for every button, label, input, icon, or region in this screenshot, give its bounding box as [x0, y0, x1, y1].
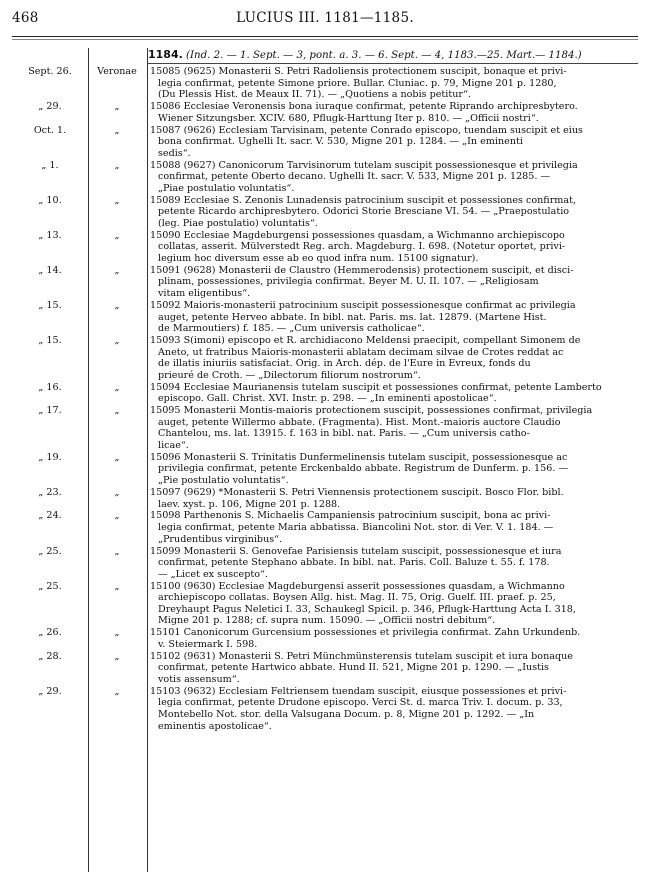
regest-entry: [12, 546, 638, 581]
entry-line: 15095 Monasterii Montis-maioris protectionem suscipit, possessiones confirmat, privilegia: [150, 405, 593, 417]
entry-place: „: [114, 264, 120, 276]
entry-line: 15102 (9631) Monasterii S. Petri Münchmünsterensis tutelam suscipit et iura bonaque: [150, 650, 573, 662]
entry-line: 15101 Canonicorum Gurcensium possessiones et privilegia confirmat. Zahn Urkundenb.: [150, 627, 581, 639]
year-rule: [148, 63, 638, 64]
header-rule-thin: [12, 39, 638, 40]
regest-entry: [12, 510, 638, 545]
entry-text: [146, 487, 638, 510]
entry-line: plinam, possessiones, privilegia confirmat. Beyer M. U. II. 107. — „Religiosam: [158, 276, 539, 288]
regest-entry: [12, 382, 638, 405]
entry-date: „ 17.: [38, 405, 62, 417]
entry-date: „ 13.: [38, 229, 62, 241]
entry-line: confirmat, petente Stephano abbate. In bibl. nat. Paris. Coll. Baluze t. 55. f. 178.: [158, 557, 550, 569]
entry-place: „: [114, 405, 120, 417]
entry-date: „ 25.: [38, 545, 62, 557]
entry-line: petente Ricardo archipresbytero. Odorici Storie Bresciane VI. 54. — „Praepostulatio: [158, 206, 570, 218]
entry-line: legia confirmat, petente Simone priore. Bullar. Cluniac. p. 79, Migne 201 p. 1280,: [158, 77, 557, 89]
regest-entry: [12, 265, 638, 300]
entry-text: [146, 230, 638, 265]
entry-place: „: [114, 124, 120, 136]
entry-line: collatas, asserit. Mülverstedt Reg. arch. Magdeburg. I. 698. (Notetur oportet, privi-: [158, 241, 566, 253]
entry-text: [146, 546, 638, 581]
entry-line: vitam eligentibus“.: [158, 288, 251, 300]
entry-place: „: [114, 299, 120, 311]
regest-entry: [12, 686, 638, 732]
entry-text: [146, 101, 638, 124]
entry-line: Dreyhaupt Pagus Neletici I. 33, Schaukegl Spicil. p. 346, Pflugk-Harttung Acta I. 318,: [158, 603, 576, 615]
entry-place: „: [114, 685, 120, 697]
entry-line: 15103 (9632) Ecclesiam Feltriensem tuendam suscipit, eiusque possessiones et privi-: [150, 685, 567, 697]
entry-line: 15086 Ecclesiae Veronensis bona iuraque confirmat, petente Riprando archipresbytero.: [150, 101, 578, 113]
entry-date: „ 28.: [38, 650, 62, 662]
entry-line: legia confirmat, petente Maria abbatissa. Biancolini Not. stor. di Ver. V. 1. 184. —: [158, 522, 554, 534]
entry-line: „Pie postulatio voluntatis“.: [158, 475, 289, 487]
entry-date: „ 24.: [38, 510, 62, 522]
entry-line: 15100 (9630) Ecclesiae Magdeburgensi asserit possessiones quasdam, a Wichmanno: [150, 580, 565, 592]
header-rule: [12, 36, 638, 37]
entry-line: votis assensum“.: [158, 673, 240, 685]
regest-entry: [12, 230, 638, 265]
entry-text: [146, 125, 638, 160]
entry-place: Veronae: [97, 66, 137, 77]
entry-place: „: [114, 650, 120, 662]
regest-entry: [12, 300, 638, 335]
entry-line: sedis“.: [158, 147, 191, 159]
entry-place: „: [114, 627, 120, 639]
regest-entry: [12, 101, 638, 124]
entry-line: 15098 Parthenonis S. Michaelis Campaniensis patrocinium suscipit, bona ac privi-: [150, 510, 551, 522]
entry-line: prieuré de Croth. — „Dilectorum filiorum nostrorum“.: [158, 369, 421, 381]
entry-place: „: [114, 159, 120, 171]
entry-line: 15085 (9625) Monasterii S. Petri Radoliensis protectionem suscipit, bonaque et privi-: [150, 66, 567, 77]
entry-text: [146, 452, 638, 487]
entry-text: [146, 335, 638, 381]
entry-line: auget, petente Herveo abbate. In bibl. nat. Paris. ms. lat. 12879. (Martene Hist.: [158, 311, 547, 323]
entry-date: „ 15.: [38, 335, 62, 347]
entry-text: [146, 651, 638, 686]
entry-line: 15092 Maioris-monasterii patrocinium suscipit possessionesque confirmat ac privilegia: [150, 299, 576, 311]
entry-text: [146, 510, 638, 545]
entry-line: laev. xyst. p. 106, Migne 201 p. 1288.: [158, 498, 341, 510]
entry-line: Migne 201 p. 1288; cf. supra num. 15090. — „Officii nostri debitum“.: [158, 615, 496, 627]
regest-entry: [12, 452, 638, 487]
entry-line: legia confirmat, petente Drudone episcopo. Verci St. d. marca Triv. I. docum. p. 33,: [158, 697, 563, 709]
entry-line: 15091 (9628) Monasterii de Claustro (Hemmerodensis) protectionem suscipit, et disci-: [150, 264, 574, 276]
entry-line: 15088 (9627) Canonicorum Tarvisinorum tutelam suscipit possessionesque et privilegia: [150, 159, 578, 171]
regesta-list: [12, 66, 638, 732]
entry-date: „ 10.: [38, 194, 62, 206]
entry-line: licae“.: [158, 439, 189, 451]
entry-place: „: [114, 381, 120, 393]
regest-entry: [12, 160, 638, 195]
entry-line: 15089 Ecclesiae S. Zenonis Lunadensis patrocinium suscipit et possessiones confirmat,: [150, 194, 577, 206]
entry-line: privilegia confirmat, petente Erckenbaldo abbate. Registrum de Dunferm. p. 156. —: [158, 463, 569, 475]
running-title: LUCIUS III. 1181—1185.: [236, 10, 414, 26]
entry-place: „: [114, 510, 120, 522]
entry-line: 15087 (9626) Ecclesiam Tarvisinam, petente Conrado episcopo, tuendam suscipit et eius: [150, 124, 583, 136]
entry-line: „Prudentibus virginibus“.: [158, 533, 283, 545]
entry-text: [146, 300, 638, 335]
running-header: [12, 10, 638, 28]
entry-date: „ 19.: [38, 451, 62, 463]
entry-text: [146, 265, 638, 300]
entry-text: [146, 627, 638, 650]
entry-text: [146, 581, 638, 627]
entry-line: de Marmoutiers) f. 185. — „Cum universis catholicae“.: [158, 323, 425, 335]
entry-line: 15096 Monasterii S. Trinitatis Dunfermelinensis tutelam suscipit, possessionesque ac: [150, 451, 568, 463]
entry-date: „ 14.: [38, 264, 62, 276]
entry-date: „ 15.: [38, 299, 62, 311]
entry-line: „Piae postulatio voluntatis“.: [158, 182, 295, 194]
regest-entry: [12, 405, 638, 451]
regest-entry: [12, 627, 638, 650]
entry-line: Montebello Not. stor. della Valsugana Docum. p. 8, Migne 201 p. 1292. — „In: [158, 709, 535, 720]
entry-date: Sept. 26.: [28, 66, 72, 77]
entry-line: confirmat, petente Oberto decano. Ughelli It. sacr. V. 533, Migne 201 p. 1285. —: [158, 171, 551, 183]
entry-text: [146, 66, 638, 101]
entry-text: [146, 686, 638, 732]
regest-entry: [12, 487, 638, 510]
entry-line: Chantelou, ms. lat. 13915. f. 163 in bibl. nat. Paris. — „Cum universis catho-: [158, 428, 530, 440]
entry-place: „: [114, 194, 120, 206]
entry-line: 15094 Ecclesiae Maurianensis tutelam suscipit et possessiones confirmat, petente Lamberto: [150, 381, 602, 393]
regest-entry: [12, 125, 638, 160]
entry-line: 15093 S(imoni) episcopo et R. archidiacono Meldensi praecipit, compellant Simonem de: [150, 335, 581, 347]
entry-line: — „Licet ex suscepto“.: [158, 568, 268, 580]
entry-line: 15090 Ecclesiae Magdeburgensi possessiones quasdam, a Wichmanno archiepiscopo: [150, 229, 565, 241]
regest-entry: [12, 651, 638, 686]
entry-line: (Du Plessis Hist. de Meaux II. 71). — „Quotiens a nobis petitur“.: [158, 89, 471, 101]
regest-entry: [12, 335, 638, 381]
regest-entry: [12, 581, 638, 627]
entry-date: „ 25.: [38, 580, 62, 592]
year-indiction: (Ind. 2. — 1. Sept. — 3, pont. a. 3. — 6. Sept. — 4, 1183.—25. Mart.— 1184.): [186, 50, 582, 61]
entry-text: [146, 195, 638, 230]
entry-date: „ 26.: [38, 627, 62, 639]
entry-text: [146, 382, 638, 405]
year-number: 1184.: [148, 48, 183, 61]
entry-date: „ 29.: [38, 685, 62, 697]
entry-line: (leg. Piae postulatio) voluntatis“.: [158, 217, 318, 229]
entry-line: Wiener Sitzungsber. XCIV. 680, Pflugk-Harttung Iter p. 810. — „Officii nostri“.: [158, 112, 539, 124]
entry-line: de illatis iniuriis satisfaciat. Orig. in Arch. dép. de l'Eure in Evreux, fonds du: [158, 358, 531, 370]
year-heading: [148, 48, 638, 62]
entry-line: bona confirmat. Ughelli It. sacr. V. 530, Migne 201 p. 1284. — „In eminenti: [158, 136, 523, 148]
entry-place: „: [114, 451, 120, 463]
entry-text: [146, 405, 638, 451]
entry-date: „ 16.: [38, 381, 62, 393]
entry-date: „ 1.: [41, 159, 59, 171]
entry-line: 15099 Monasterii S. Genovefae Parisiensis tutelam suscipit, possessionesque et iura: [150, 545, 562, 557]
entry-place: „: [114, 486, 120, 498]
page-number: 468: [12, 10, 39, 26]
entry-date: „ 23.: [38, 486, 62, 498]
entry-place: „: [114, 229, 120, 241]
entry-line: legium hoc diversum esse ab eo quod infra num. 15100 signatur).: [158, 252, 479, 264]
entry-place: „: [114, 335, 120, 347]
entry-line: Aneto, ut fratribus Maioris-monasterii ablatam decimam silvae de Crotes reddat ac: [158, 346, 564, 358]
entry-line: 15097 (9629) *Monasterii S. Petri Viennensis protectionem suscipit. Bosco Flor. bibl.: [150, 486, 564, 498]
entry-line: v. Steiermark I. 598.: [158, 638, 258, 650]
entry-line: eminentis apostolicae“.: [158, 720, 272, 732]
regest-entry: [12, 66, 638, 101]
entry-line: confirmat, petente Hartwico abbate. Hund II. 521, Migne 201 p. 1290. — „Iustis: [158, 662, 549, 674]
entry-date: „ 29.: [38, 101, 62, 113]
entry-text: [146, 160, 638, 195]
entry-place: „: [114, 545, 120, 557]
entry-date: Oct. 1.: [33, 124, 67, 136]
entry-line: archiepiscopo collatas. Boysen Allg. hist. Mag. II. 75, Orig. Guelf. III. praef. p. 25,: [158, 592, 556, 604]
entry-line: episcopo. Gall. Christ. XVI. Instr. p. 298. — „In eminenti apostolicae“.: [158, 393, 497, 405]
regest-entry: [12, 195, 638, 230]
entry-place: „: [114, 580, 120, 592]
entry-place: „: [114, 101, 120, 113]
entry-line: auget, petente Willermo abbate. (Fragmenta). Hist. Mont.-maioris auctore Claudio: [158, 416, 561, 428]
